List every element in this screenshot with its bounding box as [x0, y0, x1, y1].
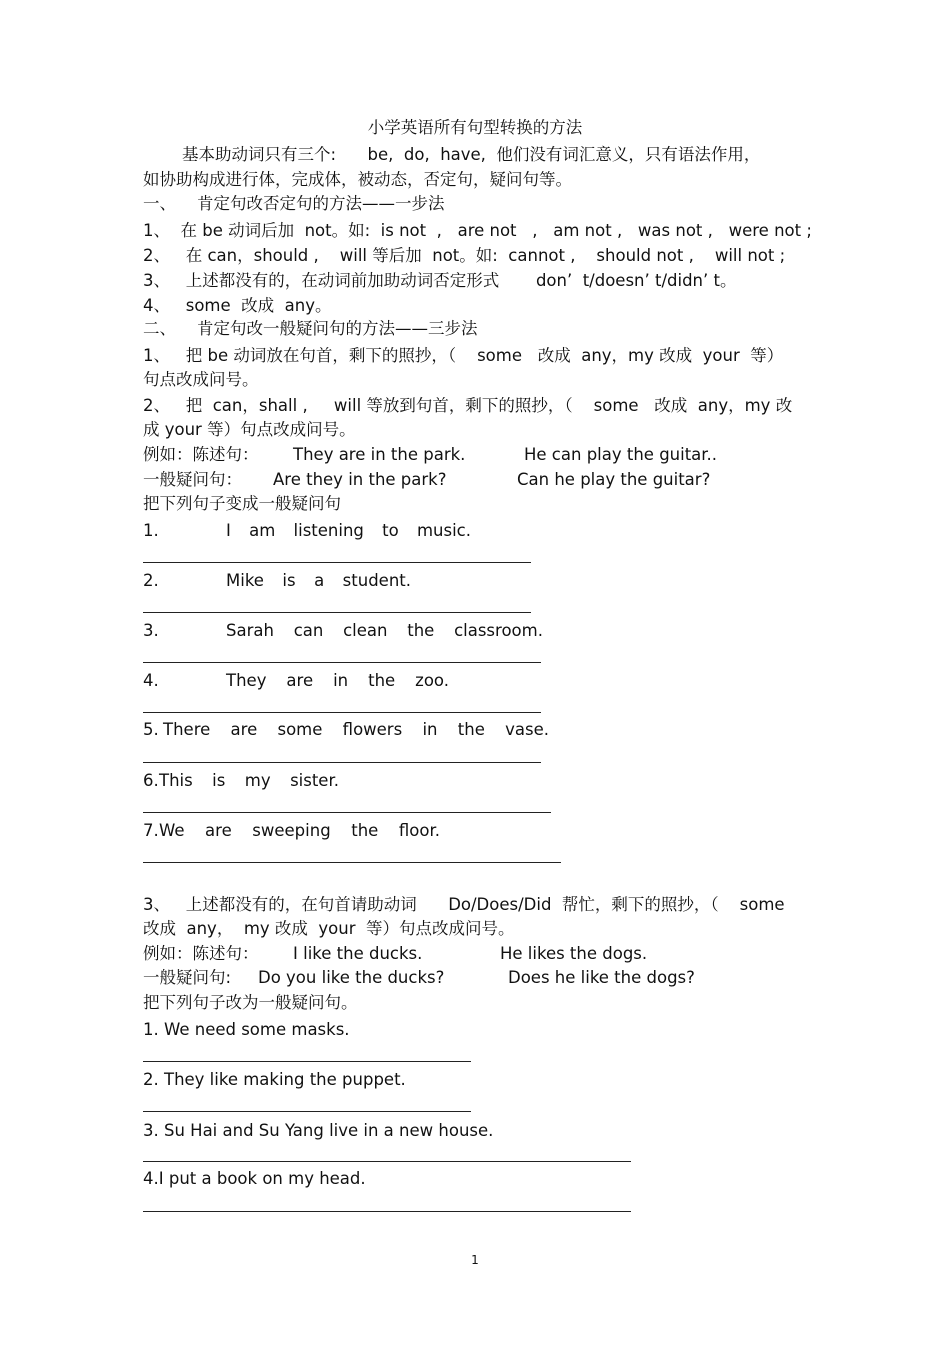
- answer-line[interactable]: [143, 762, 541, 763]
- exercise-word: is: [282, 571, 296, 590]
- exercise-sentence: [159, 771, 339, 791]
- exercise-word: can: [293, 621, 324, 640]
- exercise-sentence: 3. Su Hai and Su Yang live in a new house.: [143, 1121, 494, 1140]
- exercise-number: 1.: [143, 521, 159, 540]
- example-question-label: 一般疑问句：: [143, 470, 242, 489]
- page-title: 小学英语所有句型转换的方法: [367, 118, 583, 137]
- exercise-word: the: [368, 671, 396, 690]
- exercise-number: 2.: [143, 571, 159, 590]
- example-question-label: 一般疑问句:: [143, 968, 232, 987]
- exercise-word: to: [382, 521, 399, 540]
- example-question: Do you like the ducks?: [258, 968, 445, 987]
- exercise-word: Sarah: [226, 621, 274, 640]
- exercise-word: are: [205, 821, 232, 840]
- exercise-number: 5.: [143, 720, 159, 739]
- exercise-sentence: [159, 821, 440, 841]
- example-statement-label: 例如：陈述句：: [143, 445, 259, 464]
- answer-line[interactable]: [143, 1211, 631, 1212]
- exercise-word: listening: [293, 521, 364, 540]
- exercise-word: floor.: [398, 821, 440, 840]
- exercise-word: are: [286, 671, 314, 690]
- section2-rule1-line1: 1、 把 be 动词放在句首，剩下的照抄，（ some 改成 any，my 改成 your 等）: [143, 346, 784, 365]
- exercise-word: I: [226, 521, 231, 540]
- example-question: Are they in the park?: [273, 470, 447, 489]
- exercise-number: 4.: [143, 671, 159, 690]
- exercise-word: student.: [342, 571, 411, 590]
- exercise-word: music.: [416, 521, 471, 540]
- exercise-word: are: [230, 720, 258, 739]
- exercise-word: There: [163, 720, 211, 739]
- exercise-word: vase.: [505, 720, 549, 739]
- exercise-sentence: 4.I put a book on my head.: [143, 1169, 366, 1188]
- exercise-word: is: [212, 771, 226, 790]
- exercise-word: sweeping: [252, 821, 331, 840]
- exercise-heading: 把下列句子改为一般疑问句。: [143, 993, 358, 1012]
- section2-rule2-line2: 成 your 等）句点改成问号。: [143, 420, 356, 439]
- example-question: Does he like the dogs?: [508, 968, 695, 987]
- section1-item: 3、 上述都没有的，在动词前加助动词否定形式 don’ t/doesn’ t/didn’ t。: [143, 271, 737, 290]
- answer-line[interactable]: [143, 612, 531, 613]
- exercise-sentence: [163, 720, 549, 740]
- exercise-sentence: [226, 571, 411, 591]
- example-statement: He likes the dogs.: [500, 944, 648, 963]
- section3-rule-line1: 3、 上述都没有的，在句首请助动词 Do/Does/Did 帮忙，剩下的照抄，（ some: [143, 895, 785, 914]
- exercise-word: classroom.: [454, 621, 543, 640]
- exercise-word: my: [244, 771, 271, 790]
- exercise-word: clean: [343, 621, 388, 640]
- exercise-word: in: [422, 720, 438, 739]
- example-statement-label: 例如：陈述句：: [143, 944, 259, 963]
- page-number: 1: [471, 1253, 479, 1267]
- exercise-word: the: [351, 821, 379, 840]
- answer-line[interactable]: [143, 712, 541, 713]
- exercise-word: This: [159, 771, 193, 790]
- exercise-word: They: [226, 671, 267, 690]
- exercise-sentence: [226, 521, 471, 541]
- answer-line[interactable]: [143, 812, 551, 813]
- intro-line-1: 基本助动词只有三个: be, do, have, 他们没有词汇意义，只有语法作用，: [182, 145, 761, 164]
- exercise-heading: 把下列句子变成一般疑问句: [143, 494, 341, 513]
- exercise-sentence: [226, 621, 543, 641]
- answer-line[interactable]: [143, 1111, 471, 1112]
- example-statement: They are in the park.: [293, 445, 466, 464]
- intro-line-2: 如协助构成进行体，完成体，被动态，否定句，疑问句等。: [143, 170, 572, 189]
- example-question: Can he play the guitar?: [517, 470, 711, 489]
- section2-rule2-line1: 2、 把 can，shall , will 等放到句首，剩下的照抄，（ some 改成 any，my 改: [143, 396, 793, 415]
- exercise-word: a: [314, 571, 325, 590]
- section1-item: 4、 some 改成 any。: [143, 296, 332, 315]
- exercise-word: zoo.: [415, 671, 449, 690]
- exercise-word: We: [159, 821, 185, 840]
- answer-line[interactable]: [143, 862, 561, 863]
- example-statement: He can play the guitar..: [524, 445, 718, 464]
- exercise-word: the: [407, 621, 435, 640]
- section1-item: 2、 在 can，should , will 等后加 not。如: cannot , should not , will not ;: [143, 246, 786, 265]
- answer-line[interactable]: [143, 1161, 631, 1162]
- answer-line[interactable]: [143, 662, 541, 663]
- exercise-word: Mike: [226, 571, 264, 590]
- answer-line[interactable]: [143, 1061, 471, 1062]
- section3-rule-line2: 改成 any， my 改成 your 等）句点改成问号。: [143, 919, 515, 938]
- exercise-word: the: [457, 720, 485, 739]
- exercise-number: 3.: [143, 621, 159, 640]
- exercise-word: some: [277, 720, 323, 739]
- exercise-sentence: 2. They like making the puppet.: [143, 1070, 406, 1089]
- answer-line[interactable]: [143, 562, 531, 563]
- exercise-sentence: [226, 671, 449, 691]
- exercise-number: 6.: [143, 771, 159, 790]
- exercise-word: in: [333, 671, 349, 690]
- section1-item: 1、 在 be 动词后加 not。如: is not , are not , am not , was not , were not ;: [143, 221, 812, 240]
- example-statement: I like the ducks.: [293, 944, 423, 963]
- section2-rule1-line2: 句点改成问号。: [143, 370, 259, 389]
- exercise-word: flowers: [342, 720, 403, 739]
- exercise-number: 7.: [143, 821, 159, 840]
- exercise-word: sister.: [290, 771, 339, 790]
- section1-heading: 一、 肯定句改否定句的方法——一步法: [143, 194, 445, 213]
- section2-heading: 二、 肯定句改一般疑问句的方法——三步法: [143, 319, 478, 338]
- exercise-word: am: [249, 521, 276, 540]
- exercise-sentence: 1. We need some masks.: [143, 1020, 350, 1039]
